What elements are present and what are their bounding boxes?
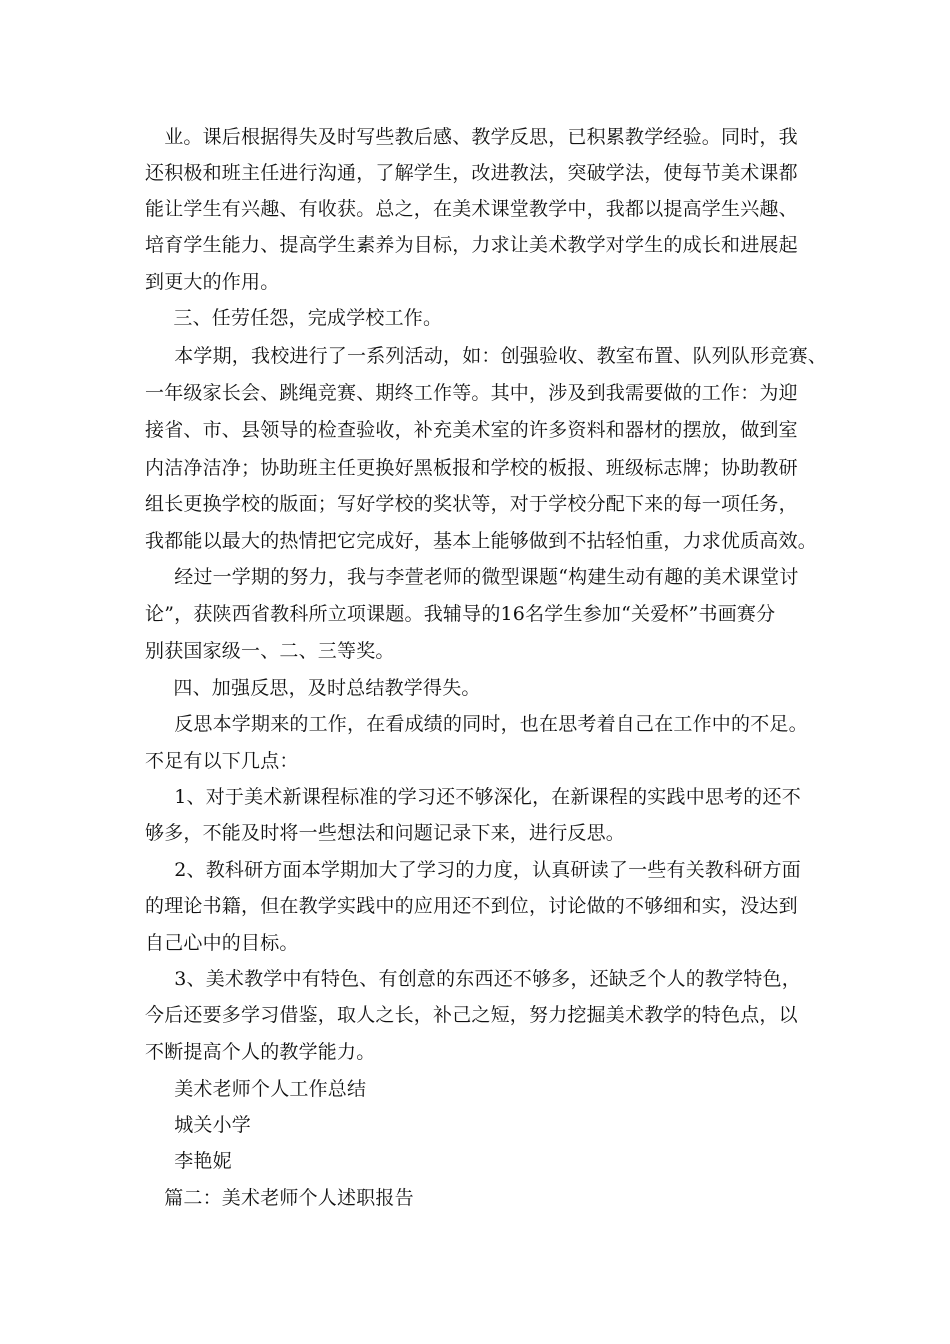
section-heading: 四、加强反思，及时总结教学得失。 — [135, 677, 481, 699]
list-item: 3、美术教学中有特色、有创意的东西还不够多，还缺乏个人的教学特色， — [155, 968, 801, 990]
text-line: 业。课后根据得失及时写些教后感、教学反思，已积累教学经验。同时，我 — [145, 126, 798, 148]
text-line: 别获国家级一、二、三等奖。 — [145, 640, 395, 662]
text-line: 不断提高个人的教学能力。 — [145, 1041, 376, 1063]
text-line: 今后还要多学习借鉴，取人之长，补己之短，努力挖掘美术教学的特色点，以 — [145, 1004, 798, 1026]
text-line: 到更大的作用。 — [145, 271, 280, 293]
section-heading: 三、任劳任怨，完成学校工作。 — [135, 307, 443, 329]
list-item: 1、对于美术新课程标准的学习还不够深化，在新课程的实践中思考的还不 — [155, 786, 801, 808]
text-line: 能让学生有兴趣、有收获。总之，在美术课堂教学中，我都以提高学生兴趣、 — [145, 198, 798, 220]
text-line: 接省、市、县领导的检查验收，补充美术室的许多资料和器材的摆放，做到室 — [145, 419, 798, 441]
list-item: 2、教科研方面本学期加大了学习的力度，认真研读了一些有关教科研方面 — [155, 859, 801, 881]
text-line: 组长更换学校的版面；写好学校的奖状等，对于学校分配下来的每一项任务， — [145, 493, 798, 515]
text-line: 自己心中的目标。 — [145, 932, 299, 954]
text-line: 一年级家长会、跳绳竞赛、期终工作等。其中，涉及到我需要做的工作：为迎 — [145, 382, 798, 404]
text-line: 的理论书籍，但在教学实践中的应用还不到位，讨论做的不够细和实，没达到 — [145, 895, 798, 917]
text-line: 够多，不能及时将一些想法和问题记录下来，进行反思。 — [145, 822, 626, 844]
part-heading: 篇二：美术老师个人述职报告 — [145, 1187, 414, 1209]
text-line: 论”，获陕西省教科所立项课题。我辅导的16名学生参加“关爱杯”书画赛分 — [145, 603, 776, 625]
text-line: 我都能以最大的热情把它完成好，基本上能够做到不拈轻怕重，力求优质高效。 — [145, 530, 818, 552]
text-line: 培育学生能力、提高学生素养为目标，力求让美术教学对学生的成长和进展起 — [145, 234, 798, 256]
text-line: 反思本学期来的工作，在看成绩的同时，也在思考着自己在工作中的不足。 — [155, 713, 808, 735]
school-name: 城关小学 — [155, 1114, 252, 1136]
text-line: 内洁净洁净；协助班主任更换好黑板报和学校的板报、班级标志牌；协助教研 — [145, 457, 798, 479]
text-line: 经过一学期的努力，我与李萱老师的微型课题“构建生动有趣的美术课堂讨 — [155, 566, 799, 588]
text-line: 不足有以下几点： — [145, 750, 299, 772]
document-title: 美术老师个人工作总结 — [155, 1078, 367, 1100]
text-line: 本学期，我校进行了一系列活动，如：创强验收、教室布置、队列队形竞赛、 — [155, 345, 828, 367]
text-line: 还积极和班主任进行沟通，了解学生，改进教法，突破学法，使每节美术课都 — [145, 162, 798, 184]
author-name: 李艳妮 — [155, 1150, 232, 1172]
